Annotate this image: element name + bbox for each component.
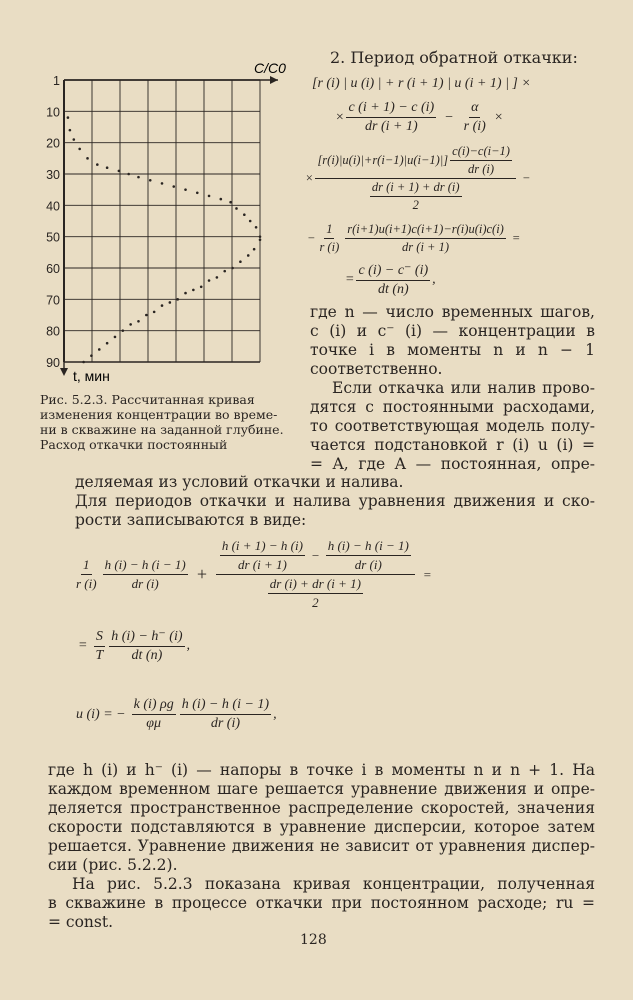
data-point [137, 320, 140, 323]
y-tick-label: 1 [53, 74, 60, 88]
data-point [255, 226, 258, 229]
data-point [114, 336, 117, 339]
fraction-denominator: dr (i + 1) [365, 119, 418, 134]
data-point [161, 304, 164, 307]
fraction-denominator: r (i) [463, 119, 486, 134]
formula1-line2 [335, 100, 503, 135]
y-axis-arrow-icon [60, 368, 68, 376]
big-fraction [315, 144, 516, 213]
data-point [129, 323, 132, 326]
y-tick-label: 70 [46, 293, 60, 308]
y-tick-label: 40 [46, 199, 60, 214]
y-tick-label: 80 [46, 324, 60, 339]
data-point [172, 185, 175, 188]
caption-line: ни в скважине на заданной глубине. [40, 422, 284, 437]
formula1-line1: [r (i) | u (i) | + r (i + 1) | u (i + 1) | ] × [312, 76, 531, 91]
data-point [86, 157, 89, 160]
section-title: 2. Период обратной откачки: [330, 48, 578, 67]
text-line: Если откачка или налив прово- [332, 379, 595, 397]
text-line: то соответствующая модель полу- [310, 417, 595, 435]
fraction [462, 100, 488, 135]
body-right [310, 303, 595, 474]
data-point [169, 301, 172, 304]
text-line: скорости подставляются в уравнение дисперсии, которое затем [48, 818, 595, 836]
text-line: рости записываются в виде: [75, 511, 307, 529]
x-axis-arrow-icon [270, 76, 278, 84]
caption-line: Расход откачки постоянный [40, 437, 228, 452]
text-line: в скважине в процессе откачки при постоянном расходе; ru = [48, 894, 595, 912]
fraction-denominator: $\frac{dr (i) + dr (i + 1)}{2}$ [269, 576, 361, 610]
fraction [346, 100, 436, 135]
data-point [176, 298, 179, 301]
text-line: сии (рис. 5.2.2). [48, 856, 178, 874]
minus-sign: − [307, 231, 316, 245]
data-point [145, 314, 148, 317]
chart-y-label: t, мин [73, 368, 110, 384]
data-point [239, 260, 242, 263]
data-point [153, 311, 156, 314]
times-sign: × [305, 171, 314, 185]
data-point [223, 270, 226, 273]
formula2-line2: = $\frac{S}{T}$ $\frac{h (i) - h^- (i)}{dt (n)}$ , [78, 628, 191, 663]
data-point [249, 220, 252, 223]
chart-x-label: C/C0 [254, 60, 286, 76]
data-point [229, 201, 232, 204]
data-point [67, 116, 70, 119]
text-line: = A, где A — постоянная, опре- [310, 455, 595, 473]
text-line: деляется пространственное распределение скоростей, значения [48, 799, 595, 817]
text-line: соответственно. [310, 360, 443, 378]
formula1-line3 [305, 144, 530, 213]
y-tick-label: 90 [46, 356, 60, 370]
times-sign: × [493, 109, 504, 125]
data-point [98, 348, 101, 351]
text-line: деляемая из условий откачки и налива. [75, 473, 404, 491]
equals-sign: = [78, 638, 88, 653]
data-point [106, 166, 109, 169]
text-line: = const. [48, 913, 114, 931]
data-point [220, 198, 223, 201]
fraction-numerator: α [469, 100, 480, 118]
data-point [122, 329, 125, 332]
big-fraction [216, 538, 415, 611]
text-line: решается. Уравнение движения не зависит от уравнения диспер- [48, 837, 595, 855]
concentration-chart [30, 55, 300, 385]
fraction: $\frac{dr (i + 1) + dr (i)}{2}$ [371, 180, 460, 212]
text-line: дятся с постоянными расходами, [310, 398, 595, 416]
fraction-denominator [366, 179, 466, 213]
data-point [247, 254, 250, 257]
y-tick-label: 10 [46, 105, 60, 120]
data-point [196, 192, 199, 195]
page-number: 128 [300, 932, 327, 948]
data-point [82, 361, 85, 364]
comma: , [432, 272, 436, 287]
times-sign: × [335, 109, 345, 125]
caption-line: Рис. 5.2.3. Рассчитанная кривая [40, 392, 255, 407]
data-point [259, 239, 262, 242]
fraction-numerator: [r(i)|u(i)|+r(i−1)|u(i−1)|] $\frac{c(i)-c(i-1)}{dr (i)}$ [315, 144, 516, 179]
data-point [73, 138, 76, 141]
y-tick-label: 30 [46, 168, 60, 182]
fraction: $\frac{r(i+1)u(i+1)c(i+1)-r(i)u(i)c(i)}{dr (i + 1)}$ [347, 222, 504, 254]
text-line: где n — число временных шагов, [310, 303, 595, 321]
text-line: чается подстановкой r (i) u (i) = [310, 436, 595, 454]
data-point [208, 195, 211, 198]
data-point [106, 342, 109, 345]
caption-line: изменения концентрации во време- [40, 407, 278, 422]
equals-sign: = [345, 272, 355, 287]
data-point [184, 292, 187, 295]
formula3: u (i) = − $\frac{k (i) \rho g}{\varphi\mu}$ $\frac{h (i) - h (i - 1)}{dr (i)}$ , [76, 697, 277, 731]
data-point [118, 170, 121, 173]
data-point [78, 148, 81, 151]
minus-sign: − [521, 171, 531, 185]
text-line: каждом временном шаге решается уравнение движения и опре- [48, 780, 595, 798]
fraction-numerator: c (i + 1) − c (i) [346, 100, 436, 118]
y-tick-label: 60 [46, 262, 60, 276]
data-point [192, 289, 195, 292]
y-tick-label: 50 [46, 230, 60, 245]
fraction: $\frac{c(i)-c(i-1)}{dr (i)}$ [452, 144, 510, 176]
text-line: точке i в моменты n и n − 1 [310, 341, 595, 359]
data-point [137, 176, 140, 179]
body-full-b [48, 761, 595, 932]
data-point [184, 188, 187, 191]
figure-caption [40, 392, 284, 452]
data-point [253, 248, 256, 251]
fraction-numerator: $\frac{h (i + 1) - h (i)}{dr (i + 1)}$ − $\frac{h (i) - h (i - 1)}{dr (i)}$ [216, 538, 415, 575]
text-line: Для периодов откачки и налива уравнения движения и ско- [75, 492, 595, 510]
data-point [161, 182, 164, 185]
text-line: c (i) и c⁻ (i) — концентрации в [310, 322, 595, 340]
fraction: $\frac{1}{r (i)}$ [76, 557, 97, 591]
data-point [208, 279, 211, 282]
text-line: На рис. 5.2.3 показана кривая концентрации, полученная [72, 875, 595, 893]
formula2-line1 [72, 538, 432, 611]
body-full-a [75, 473, 595, 530]
fraction: $\frac{h (i) - h (i - 1)}{dr (i)}$ [104, 557, 186, 591]
chart-y-ticks [46, 74, 60, 370]
minus-sign: − [444, 109, 454, 125]
equals-sign: = [511, 231, 521, 245]
fraction: $\frac{1}{r (i)}$ [319, 222, 340, 254]
formula1-line4 [307, 222, 520, 255]
data-point [259, 235, 262, 238]
plus-sign: + [195, 564, 208, 584]
data-point [235, 207, 238, 210]
data-point [69, 129, 72, 132]
data-point [96, 163, 99, 166]
data-point [127, 173, 130, 176]
data-point [200, 286, 203, 289]
data-point [90, 354, 93, 357]
text-line: где h (i) и h⁻ (i) — напоры в точке i в моменты n и n + 1. На [48, 761, 595, 779]
y-tick-label: 20 [46, 136, 60, 151]
equals-sign: = [422, 566, 432, 582]
formula1-line5 [345, 262, 436, 298]
fraction: $\frac{c (i) - c^- (i)}{dt (n)}$ [358, 263, 429, 297]
chart-grid [60, 76, 278, 376]
data-point [231, 267, 234, 270]
data-point [149, 179, 152, 182]
data-point [243, 213, 246, 216]
data-point [216, 276, 219, 279]
